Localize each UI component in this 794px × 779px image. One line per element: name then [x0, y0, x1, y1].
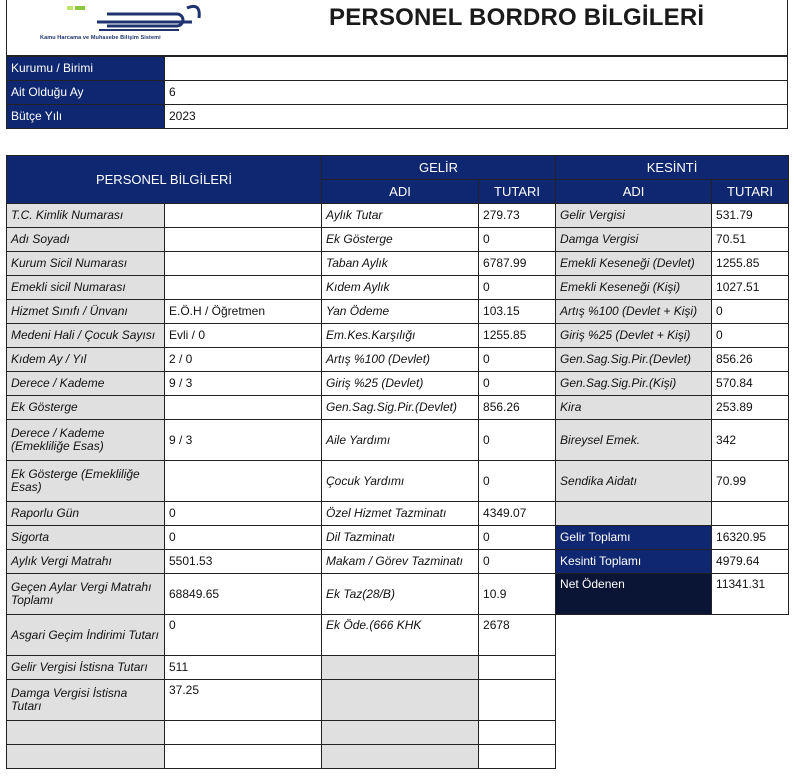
- kesinti-label: Sendika Aidatı: [556, 461, 712, 502]
- gelir-value: 0: [479, 276, 556, 300]
- table-row: [7, 420, 789, 461]
- empty-cell: [556, 656, 789, 680]
- section-header-row: [7, 156, 789, 180]
- personel-value: 68849.65: [165, 574, 322, 615]
- personel-value: [165, 228, 322, 252]
- personel-value: Evli / 0: [165, 324, 322, 348]
- kesinti-value: 70.99: [712, 461, 789, 502]
- table-row: [7, 252, 789, 276]
- kesinti-value: 1255.85: [712, 252, 789, 276]
- kbs-logo: [37, 2, 237, 44]
- personel-value: 0: [165, 526, 322, 550]
- empty-cell: [479, 745, 556, 769]
- gelir-value: 0: [479, 526, 556, 550]
- personel-value: 5501.53: [165, 550, 322, 574]
- personel-label: Sigorta: [7, 526, 165, 550]
- page-title: PERSONEL BORDRO BİLGİLERİ: [329, 4, 705, 31]
- kesinti-value: 531.79: [712, 204, 789, 228]
- gelir-label: Taban Aylık: [322, 252, 479, 276]
- personel-label: Raporlu Gün: [7, 502, 165, 526]
- table-row: [7, 228, 789, 252]
- gelir-toplami-label: Gelir Toplamı: [556, 526, 712, 550]
- empty-cell: [712, 502, 789, 526]
- gelir-value: 279.73: [479, 204, 556, 228]
- kesinti-label: Emekli Keseneği (Devlet): [556, 252, 712, 276]
- personel-label: Derece / Kademe: [7, 372, 165, 396]
- table-row: [7, 300, 789, 324]
- table-row: [7, 348, 789, 372]
- kesinti-value: 570.84: [712, 372, 789, 396]
- kesinti-value: 0: [712, 300, 789, 324]
- gelir-label: Aylık Tutar: [322, 204, 479, 228]
- personel-value: [165, 461, 322, 502]
- empty-cell: [322, 745, 479, 769]
- personel-label: Geçen Aylar Vergi Matrahı Toplamı: [7, 574, 165, 615]
- gelir-label: Artış %100 (Devlet): [322, 348, 479, 372]
- table-row: [7, 396, 789, 420]
- table-row: [7, 502, 789, 526]
- empty-cell: [322, 656, 479, 680]
- personel-label: Kurum Sicil Numarası: [7, 252, 165, 276]
- kesinti-label: Kira: [556, 396, 712, 420]
- gelir-label: Em.Kes.Karşılığı: [322, 324, 479, 348]
- empty-cell: [479, 721, 556, 745]
- gelir-adi-header: ADI: [322, 180, 479, 204]
- kurum-label: Kurumu / Birimi: [7, 57, 165, 81]
- kesinti-adi-header: ADI: [556, 180, 712, 204]
- personel-value: 9 / 3: [165, 420, 322, 461]
- table-row: [7, 324, 789, 348]
- gelir-label: Ek Gösterge: [322, 228, 479, 252]
- personel-value: [165, 204, 322, 228]
- header: [6, 0, 788, 56]
- kesinti-label: Damga Vergisi: [556, 228, 712, 252]
- empty-cell: [165, 721, 322, 745]
- gelir-value: 2678: [479, 615, 556, 656]
- gelir-value: 1255.85: [479, 324, 556, 348]
- kesinti-section-header: KESİNTİ: [556, 156, 789, 180]
- empty-cell: [556, 502, 712, 526]
- yil-label: Bütçe Yılı: [7, 105, 165, 129]
- kesinti-label: Gen.Sag.Sig.Pir.(Kişi): [556, 372, 712, 396]
- kesinti-toplami-label: Kesinti Toplamı: [556, 550, 712, 574]
- table-row: [7, 204, 789, 228]
- personel-value: E.Ö.H / Öğretmen: [165, 300, 322, 324]
- gelir-label: Makam / Görev Tazminatı: [322, 550, 479, 574]
- gelir-label: Giriş %25 (Devlet): [322, 372, 479, 396]
- personel-label: Kıdem Ay / Yıl: [7, 348, 165, 372]
- personel-value: [165, 252, 322, 276]
- kesinti-label: Artış %100 (Devlet + Kişi): [556, 300, 712, 324]
- table-row: [7, 461, 789, 502]
- personel-label: Emekli sicil Numarası: [7, 276, 165, 300]
- kesinti-value: 1027.51: [712, 276, 789, 300]
- table-row: [7, 656, 789, 680]
- empty-cell: [556, 680, 789, 721]
- gelir-value: 0: [479, 550, 556, 574]
- gelir-value: 103.15: [479, 300, 556, 324]
- empty-cell: [7, 745, 165, 769]
- personel-label: Ek Gösterge: [7, 396, 165, 420]
- personel-label: Derece / Kademe (Emekliliğe Esas): [7, 420, 165, 461]
- table-row: [7, 526, 789, 550]
- personel-value: 2 / 0: [165, 348, 322, 372]
- personel-value: [165, 276, 322, 300]
- personel-label: Damga Vergisi İstisna Tutarı: [7, 680, 165, 721]
- table-row: [7, 680, 789, 721]
- kesinti-value: 0: [712, 324, 789, 348]
- personel-value: [165, 396, 322, 420]
- empty-cell: [556, 745, 789, 769]
- gelir-toplami-value: 16320.95: [712, 526, 789, 550]
- table-row: [7, 372, 789, 396]
- ay-value: 6: [165, 81, 788, 105]
- kesinti-toplami-value: 4979.64: [712, 550, 789, 574]
- kesinti-value: 70.51: [712, 228, 789, 252]
- table-row: [7, 574, 789, 615]
- personel-value: 0: [165, 615, 322, 656]
- gelir-value: 0: [479, 461, 556, 502]
- empty-cell: [479, 656, 556, 680]
- net-odenen-value: 11341.31: [712, 574, 789, 615]
- personel-label: Ek Gösterge (Emekliliğe Esas): [7, 461, 165, 502]
- gelir-label: Ek Taz(28/B): [322, 574, 479, 615]
- personel-value: 0: [165, 502, 322, 526]
- personel-label: Gelir Vergisi İstisna Tutarı: [7, 656, 165, 680]
- gelir-label: Özel Hizmet Tazminatı: [322, 502, 479, 526]
- ay-label: Ait Olduğu Ay: [7, 81, 165, 105]
- personel-label: Adı Soyadı: [7, 228, 165, 252]
- kesinti-value: 253.89: [712, 396, 789, 420]
- personel-value: 37.25: [165, 680, 322, 721]
- gelir-value: 4349.07: [479, 502, 556, 526]
- gelir-value: 0: [479, 228, 556, 252]
- personel-label: T.C. Kimlik Numarası: [7, 204, 165, 228]
- personel-label: Asgari Geçim İndirimi Tutarı: [7, 615, 165, 656]
- empty-cell: [165, 745, 322, 769]
- gelir-section-header: GELİR: [322, 156, 556, 180]
- personel-label: Hizmet Sınıfı / Ünvanı: [7, 300, 165, 324]
- gelir-value: 10.9: [479, 574, 556, 615]
- gelir-tutari-header: TUTARI: [479, 180, 556, 204]
- personel-label: Aylık Vergi Matrahı: [7, 550, 165, 574]
- table-row: [7, 550, 789, 574]
- kesinti-label: Gelir Vergisi: [556, 204, 712, 228]
- kesinti-value: 342: [712, 420, 789, 461]
- gelir-label: Aile Yardımı: [322, 420, 479, 461]
- info-table: [6, 56, 788, 129]
- gelir-label: Ek Öde.(666 KHK: [322, 615, 479, 656]
- empty-cell: [322, 680, 479, 721]
- gelir-label: Yan Ödeme: [322, 300, 479, 324]
- gelir-label: Dil Tazminatı: [322, 526, 479, 550]
- gelir-value: 0: [479, 348, 556, 372]
- table-row: [7, 276, 789, 300]
- logo-caption: Kamu Harcama ve Muhasebe Bilişim Sistemi: [40, 35, 161, 41]
- kurum-value: [165, 57, 788, 81]
- empty-cell: [322, 721, 479, 745]
- kesinti-label: Bireysel Emek.: [556, 420, 712, 461]
- kesinti-label: Giriş %25 (Devlet + Kişi): [556, 324, 712, 348]
- kesinti-value: 856.26: [712, 348, 789, 372]
- info-row-ay: [7, 81, 788, 105]
- table-row: [7, 745, 789, 769]
- kesinti-label: Emekli Keseneği (Kişi): [556, 276, 712, 300]
- table-row: [7, 721, 789, 745]
- personel-section-header: PERSONEL BİLGİLERİ: [7, 156, 322, 204]
- kbs-logo-mark: [37, 2, 237, 36]
- empty-cell: [556, 615, 789, 656]
- payroll-table: [6, 155, 789, 769]
- personel-label: Medeni Hali / Çocuk Sayısı: [7, 324, 165, 348]
- personel-value: 511: [165, 656, 322, 680]
- gelir-label: Gen.Sag.Sig.Pir.(Devlet): [322, 396, 479, 420]
- personel-value: 9 / 3: [165, 372, 322, 396]
- kesinti-tutari-header: TUTARI: [712, 180, 789, 204]
- gelir-value: 6787.99: [479, 252, 556, 276]
- empty-cell: [479, 680, 556, 721]
- gelir-value: 856.26: [479, 396, 556, 420]
- gelir-value: 0: [479, 372, 556, 396]
- table-row: [7, 615, 789, 656]
- info-row-kurum: [7, 57, 788, 81]
- net-odenen-label: Net Ödenen: [556, 574, 712, 615]
- gelir-value: 0: [479, 420, 556, 461]
- yil-value: 2023: [165, 105, 788, 129]
- empty-cell: [7, 721, 165, 745]
- info-row-yil: [7, 105, 788, 129]
- kesinti-label: Gen.Sag.Sig.Pir.(Devlet): [556, 348, 712, 372]
- empty-cell: [556, 721, 789, 745]
- gelir-label: Kıdem Aylık: [322, 276, 479, 300]
- gelir-label: Çocuk Yardımı: [322, 461, 479, 502]
